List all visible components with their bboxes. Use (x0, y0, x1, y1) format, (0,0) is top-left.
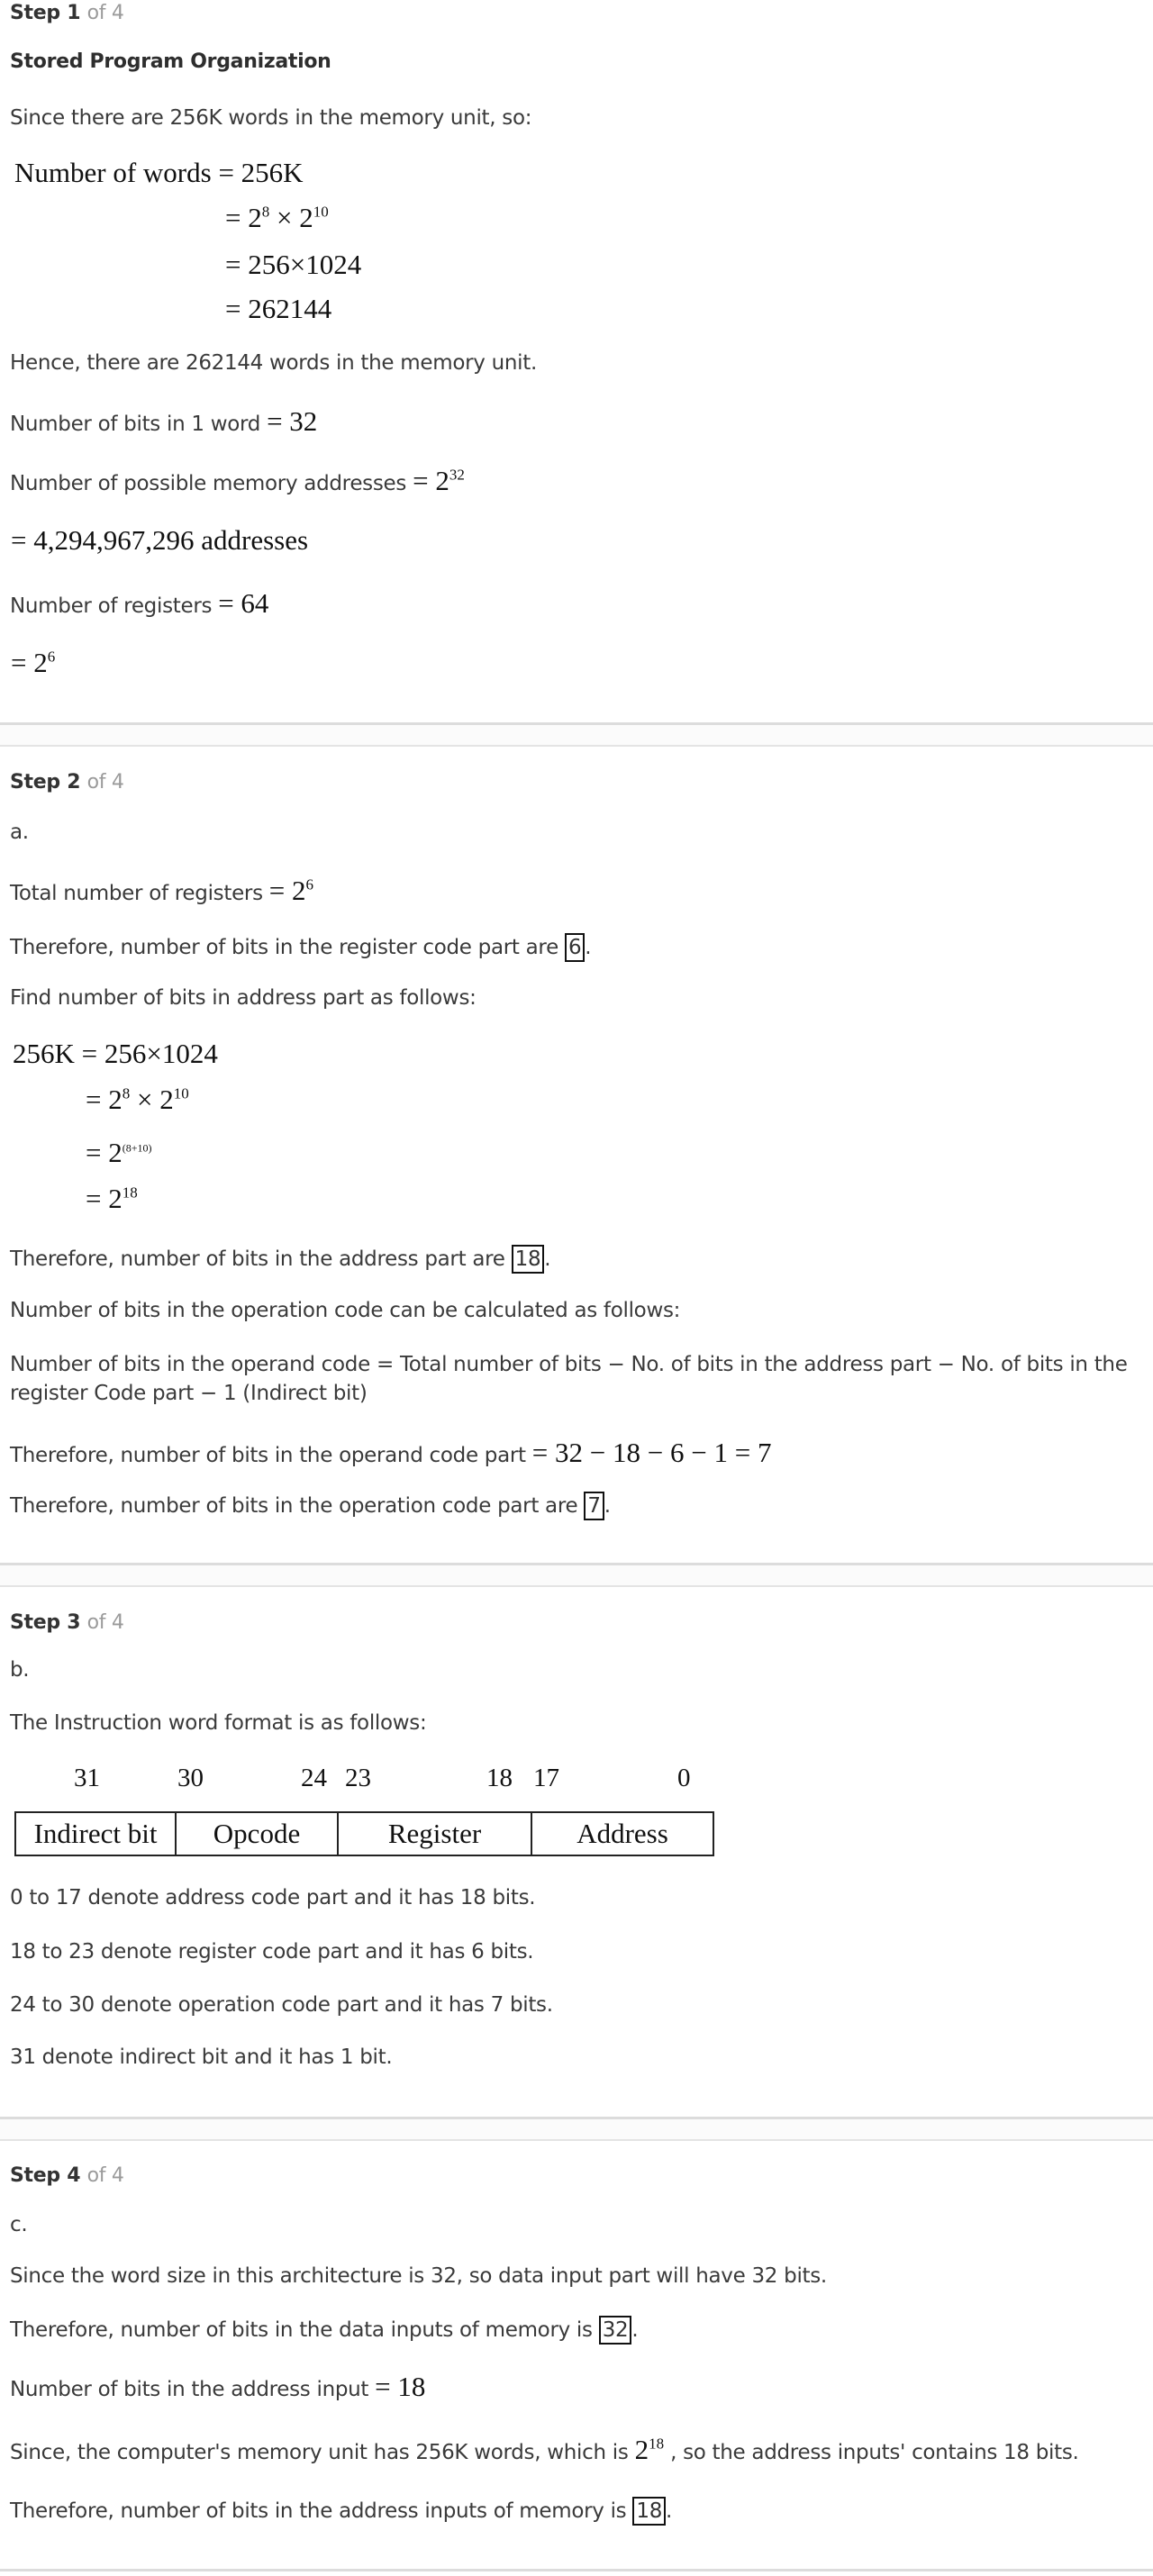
addresses-total: = 4,294,967,296 addresses (11, 524, 309, 556)
answer-box: 7 (584, 1492, 604, 1520)
exponent: 10 (313, 203, 329, 221)
result-text: Therefore, number of bits in the register code part are (10, 936, 565, 959)
step-count: of 4 (86, 1611, 124, 1634)
equation-term: = 2 (225, 202, 262, 233)
data-bits-result: Therefore, number of bits in the data inputs of memory is 32 . (10, 2316, 638, 2345)
part-label: b. (10, 1658, 30, 1682)
answer-box: 18 (632, 2497, 666, 2526)
equation-term: = 2 (86, 1084, 123, 1115)
bits-per-word (10, 405, 317, 438)
intro-text: Since there are 256K words in the memory unit, so: (10, 106, 532, 130)
value: = 64 (218, 587, 269, 619)
label: Therefore, number of bits in the operand code part (10, 1444, 526, 1467)
label: Number of possible memory addresses (10, 472, 407, 495)
text: , so the address inputs' contains 18 bits. (664, 2441, 1079, 2464)
step-2-header (10, 771, 124, 794)
format-note: 0 to 17 denote address code part and it has 18 bits. (10, 1886, 536, 1909)
exponent: 8 (261, 203, 270, 221)
bit-number: 30 (177, 1764, 204, 1792)
step-divider (0, 1563, 1153, 1587)
section-heading: Stored Program Organization (10, 50, 331, 73)
find-address-text: Find number of bits in address part as follows: (10, 986, 477, 1010)
value: = 18 (375, 2371, 426, 2402)
address-bits-result: Therefore, number of bits in the address part are 18 . (10, 1245, 550, 1274)
equation-line (14, 157, 304, 189)
step-count: of 4 (86, 2164, 124, 2187)
total-registers (10, 875, 313, 907)
bit-number: 24 (301, 1764, 327, 1792)
step-1-header (10, 2, 124, 24)
operand-formula-line-2: register Code part − 1 (Indirect bit) (10, 1382, 368, 1405)
step-label: Step 1 (10, 2, 81, 24)
exponent: 18 (649, 2435, 665, 2453)
bit-number: 31 (74, 1764, 100, 1792)
registers-count (10, 587, 268, 620)
step-3-header (10, 1611, 124, 1634)
value: = 2 (11, 647, 48, 678)
value: = 2 (268, 875, 306, 906)
result-text: Therefore, number of bits in the address part are (10, 1247, 512, 1271)
exponent: (8+10) (122, 1141, 152, 1155)
equation-line (86, 1137, 152, 1169)
instruction-word-table (14, 1811, 714, 1856)
label: Number of bits in 1 word (10, 413, 261, 436)
step-4-header (10, 2164, 124, 2187)
step-label: Step 3 (10, 1611, 81, 1634)
equation-line: = 262144 (225, 293, 332, 324)
registers-power (11, 647, 55, 679)
label: Number of bits in the address input (10, 2378, 369, 2401)
label: Total number of registers (10, 882, 263, 905)
result-text: Therefore, number of bits in the address inputs of memory is (10, 2499, 633, 2523)
answer-box: 32 (599, 2316, 632, 2345)
answer-box: 6 (565, 933, 585, 962)
equation-line: = 256×1024 (225, 249, 362, 280)
label: Number of registers (10, 594, 213, 618)
format-intro: The Instruction word format is as follows: (10, 1711, 427, 1735)
value: = 32 − 18 − 6 − 1 = 7 (531, 1437, 772, 1468)
format-note: 24 to 30 denote operation code part and it has 7 bits. (10, 1993, 553, 2017)
equation-rhs: = 256K (218, 157, 304, 188)
step-count: of 4 (86, 771, 124, 794)
equation-line (86, 1084, 189, 1116)
equation-term: × 2 (130, 1084, 174, 1115)
bottom-divider (0, 2569, 1153, 2571)
value: = 32 (267, 405, 318, 437)
answer-box: 18 (512, 1245, 545, 1274)
exponent: 18 (122, 1184, 138, 1202)
text: Since, the computer's memory unit has 256K words, which is (10, 2441, 635, 2464)
equation-lhs: Number of words (14, 157, 212, 188)
result-text: Therefore, number of bits in the data inputs of memory is (10, 2318, 599, 2342)
hence-text: Hence, there are 262144 words in the memory unit. (10, 351, 537, 375)
equation-term: = 2 (86, 1183, 123, 1214)
value: 2 (634, 2434, 649, 2465)
format-note: 31 denote indirect bit and it has 1 bit. (10, 2045, 393, 2069)
opcode-intro: Number of bits in the operation code can be calculated as follows: (10, 1299, 681, 1322)
possible-addresses (10, 465, 465, 497)
opcode-bits-result: Therefore, number of bits in the operation code part are 7 . (10, 1492, 611, 1520)
result-text: Therefore, number of bits in the operation code part are (10, 1494, 585, 1518)
field-address: Address (576, 1818, 668, 1849)
register-bits-result: Therefore, number of bits in the register code part are 6 . (10, 933, 591, 962)
step-count: of 4 (86, 2, 124, 24)
equation-term: = 2 (86, 1137, 123, 1168)
step-label: Step 2 (10, 771, 81, 794)
operand-formula-line-1: Number of bits in the operand code = Total number of bits − No. of bits in the address part − No. of bits in the (10, 1353, 1128, 1376)
exponent: 32 (449, 466, 465, 484)
bit-number: 23 (345, 1764, 371, 1792)
value: = 2 (413, 465, 449, 496)
address-input-bits (10, 2371, 425, 2403)
equation-term: × 2 (269, 202, 313, 233)
address-bits-result: Therefore, number of bits in the address inputs of memory is 18 . (10, 2497, 672, 2526)
word-size-text: Since the word size in this architecture is 32, so data input part will have 32 bits. (10, 2264, 827, 2288)
exponent: 8 (122, 1084, 131, 1102)
field-indirect-bit: Indirect bit (16, 1813, 177, 1855)
step-label: Step 4 (10, 2164, 81, 2187)
part-label: c. (10, 2213, 28, 2236)
since-memory-text (10, 2434, 1079, 2466)
bit-number: 17 (533, 1764, 559, 1792)
bit-number: 18 (486, 1764, 513, 1792)
exponent: 6 (305, 875, 314, 893)
equation-line (225, 202, 329, 234)
bit-number: 0 (677, 1764, 691, 1792)
field-register: Register (339, 1813, 532, 1855)
exponent: 6 (47, 648, 56, 666)
equation-line (86, 1183, 138, 1215)
operand-calc (10, 1437, 771, 1469)
equation-line: 256K = 256×1024 (13, 1038, 218, 1069)
part-label: a. (10, 821, 29, 844)
format-note: 18 to 23 denote register code part and it has 6 bits. (10, 1940, 534, 1964)
step-divider (0, 722, 1153, 747)
exponent: 10 (173, 1084, 189, 1102)
field-opcode: Opcode (177, 1813, 339, 1855)
step-divider (0, 2117, 1153, 2141)
